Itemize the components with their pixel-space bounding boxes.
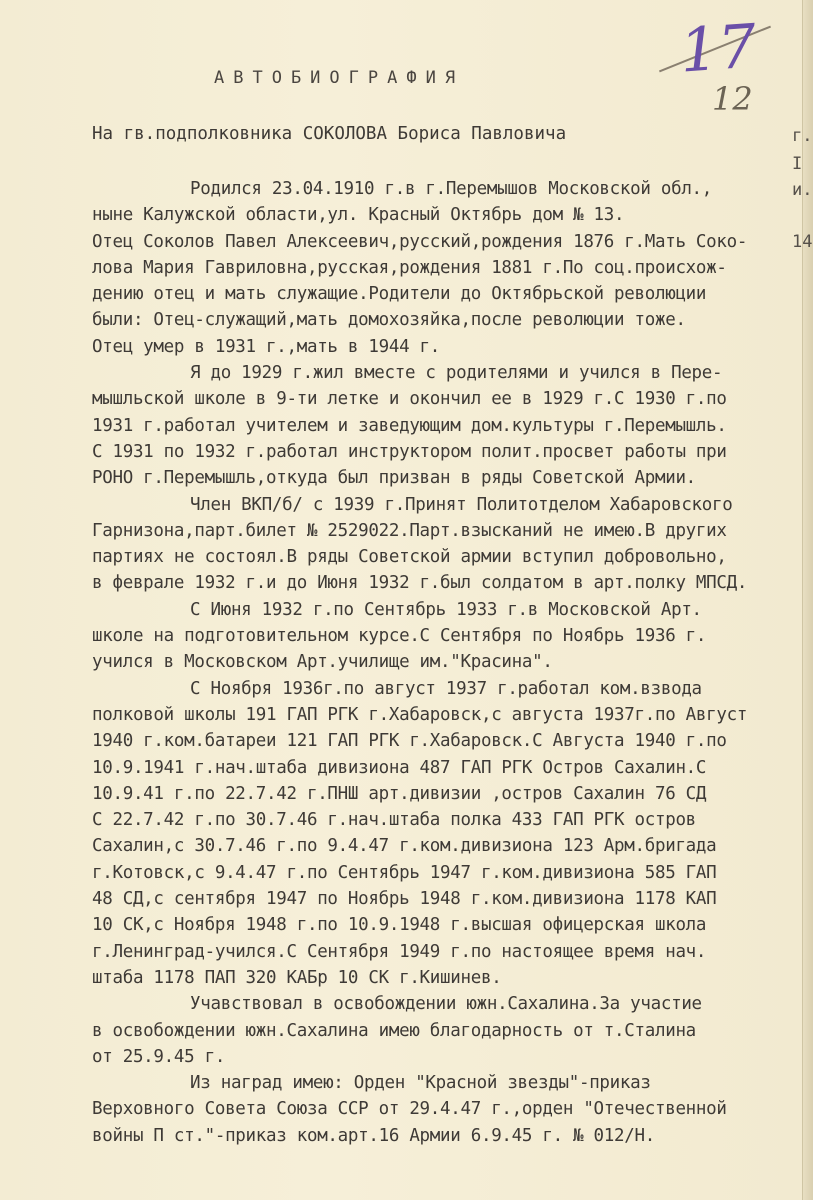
- text-line: школе на подготовительном курсе.С Сентября по Ноябрь 1936 г.: [92, 626, 707, 647]
- margin-note: I: [792, 154, 803, 174]
- text-line: Из наград имею: Орден "Красной звезды"-приказ: [190, 1073, 651, 1094]
- text-line: ныне Калужской области,ул. Красный Октябрь дом № 13.: [92, 205, 625, 226]
- text-line: 10 СК,с Ноября 1948 г.по 10.9.1948 г.высшая офицерская школа: [92, 915, 707, 936]
- text-line: г.Котовск,с 9.4.47 г.по Сентябрь 1947 г.ком.дивизиона 585 ГАП: [92, 862, 717, 883]
- text-line: РОНО г.Перемышль,откуда был призван в ряды Советской Армии.: [92, 468, 696, 489]
- text-line: учился в Московском Арт.училище им."Красина".: [92, 652, 553, 673]
- document-title: АВТОБИОГРАФИЯ: [214, 68, 465, 88]
- text-line: лова Мария Гавриловна,русская,рождения 1881 г.По соц.происхож-: [92, 257, 727, 278]
- text-line: Я до 1929 г.жил вместе с родителями и учился в Пере-: [190, 363, 723, 384]
- text-line: Член ВКП/б/ с 1939 г.Принят Политотделом Хабаровского: [190, 494, 733, 515]
- text-line: С 22.7.42 г.по 30.7.46 г.нач.штаба полка 433 ГАП РГК остров: [92, 810, 696, 831]
- text-line: партиях не состоял.В ряды Советской армии вступил добровольно,: [92, 547, 727, 568]
- text-line: С Ноября 1936г.по август 1937 г.работал ком.взвода: [190, 678, 702, 699]
- text-line: 10.9.41 г.по 22.7.42 г.ПНШ арт.дивизии ,остров Сахалин 76 СД: [92, 783, 707, 804]
- old-folio-number: 12: [712, 80, 753, 118]
- text-line: 1940 г.ком.батареи 121 ГАП РГК г.Хабаровск.С Августа 1940 г.по: [92, 731, 727, 752]
- text-line: Гарнизона,парт.билет № 2529022.Парт.взысканий не имею.В других: [92, 520, 727, 541]
- document-subject: На гв.подполковника СОКОЛОВА Бориса Павловича: [92, 124, 567, 144]
- text-line: от 25.9.45 г.: [92, 1046, 226, 1067]
- text-line: 10.9.1941 г.нач.штаба дивизиона 487 ГАП РГК Остров Сахалин.С: [92, 757, 707, 778]
- margin-note: 14: [792, 232, 813, 252]
- text-line: дению отец и мать служащие.Родители до Октябрьской революции: [92, 284, 707, 305]
- text-line: Родился 23.04.1910 г.в г.Перемышов Московской обл.,: [190, 179, 713, 199]
- text-line: Верховного Совета Союза ССР от 29.4.47 г.,орден "Отечественной: [92, 1099, 727, 1120]
- folio-stamp: 17: [677, 11, 759, 87]
- text-line: С Июня 1932 г.по Сентябрь 1933 г.в Московской Арт.: [190, 599, 702, 620]
- text-line: в феврале 1932 г.и до Июня 1932 г.был солдатом в арт.полку МПСД.: [92, 573, 748, 594]
- text-line: в освобождении южн.Сахалина имею благодарность от т.Сталина: [92, 1020, 696, 1041]
- text-line: полковой школы 191 ГАП РГК г.Хабаровск,с августа 1937г.по Август: [92, 704, 748, 725]
- text-line: Учавствовал в освобождении южн.Сахалина.За участие: [190, 994, 702, 1015]
- text-line: Сахалин,с 30.7.46 г.по 9.4.47 г.ком.дивизиона 123 Арм.бригада: [92, 836, 717, 857]
- text-line: штаба 1178 ПАП 320 КАБр 10 СК г.Кишинев.: [92, 967, 502, 988]
- text-line: войны П ст."-приказ ком.арт.16 Армии 6.9.45 г. № 012/Н.: [92, 1125, 655, 1146]
- text-line: мышльской школе в 9-ти летке и окончил ее в 1929 г.С 1930 г.по: [92, 389, 727, 410]
- margin-note: г.: [792, 126, 813, 146]
- text-line: Отец умер в 1931 г.,мать в 1944 г.: [92, 336, 441, 357]
- document-body: [92, 176, 747, 1149]
- text-line: были: Отец-служащий,мать домохозяйка,после революции тоже.: [92, 310, 686, 331]
- text-line: г.Ленинград-учился.С Сентября 1949 г.по настоящее время нач.: [92, 941, 707, 962]
- text-line: 48 СД,с сентября 1947 по Ноябрь 1948 г.ком.дивизиона 1178 КАП: [92, 889, 717, 910]
- text-line: С 1931 по 1932 г.работал инструктором полит.просвет работы при: [92, 441, 727, 462]
- margin-note: и.: [792, 180, 813, 200]
- text-line: Отец Соколов Павел Алексеевич,русский,рождения 1876 г.Мать Соко-: [92, 231, 748, 252]
- text-line: 1931 г.работал учителем и заведующим дом.культуры г.Перемышль.: [92, 415, 727, 436]
